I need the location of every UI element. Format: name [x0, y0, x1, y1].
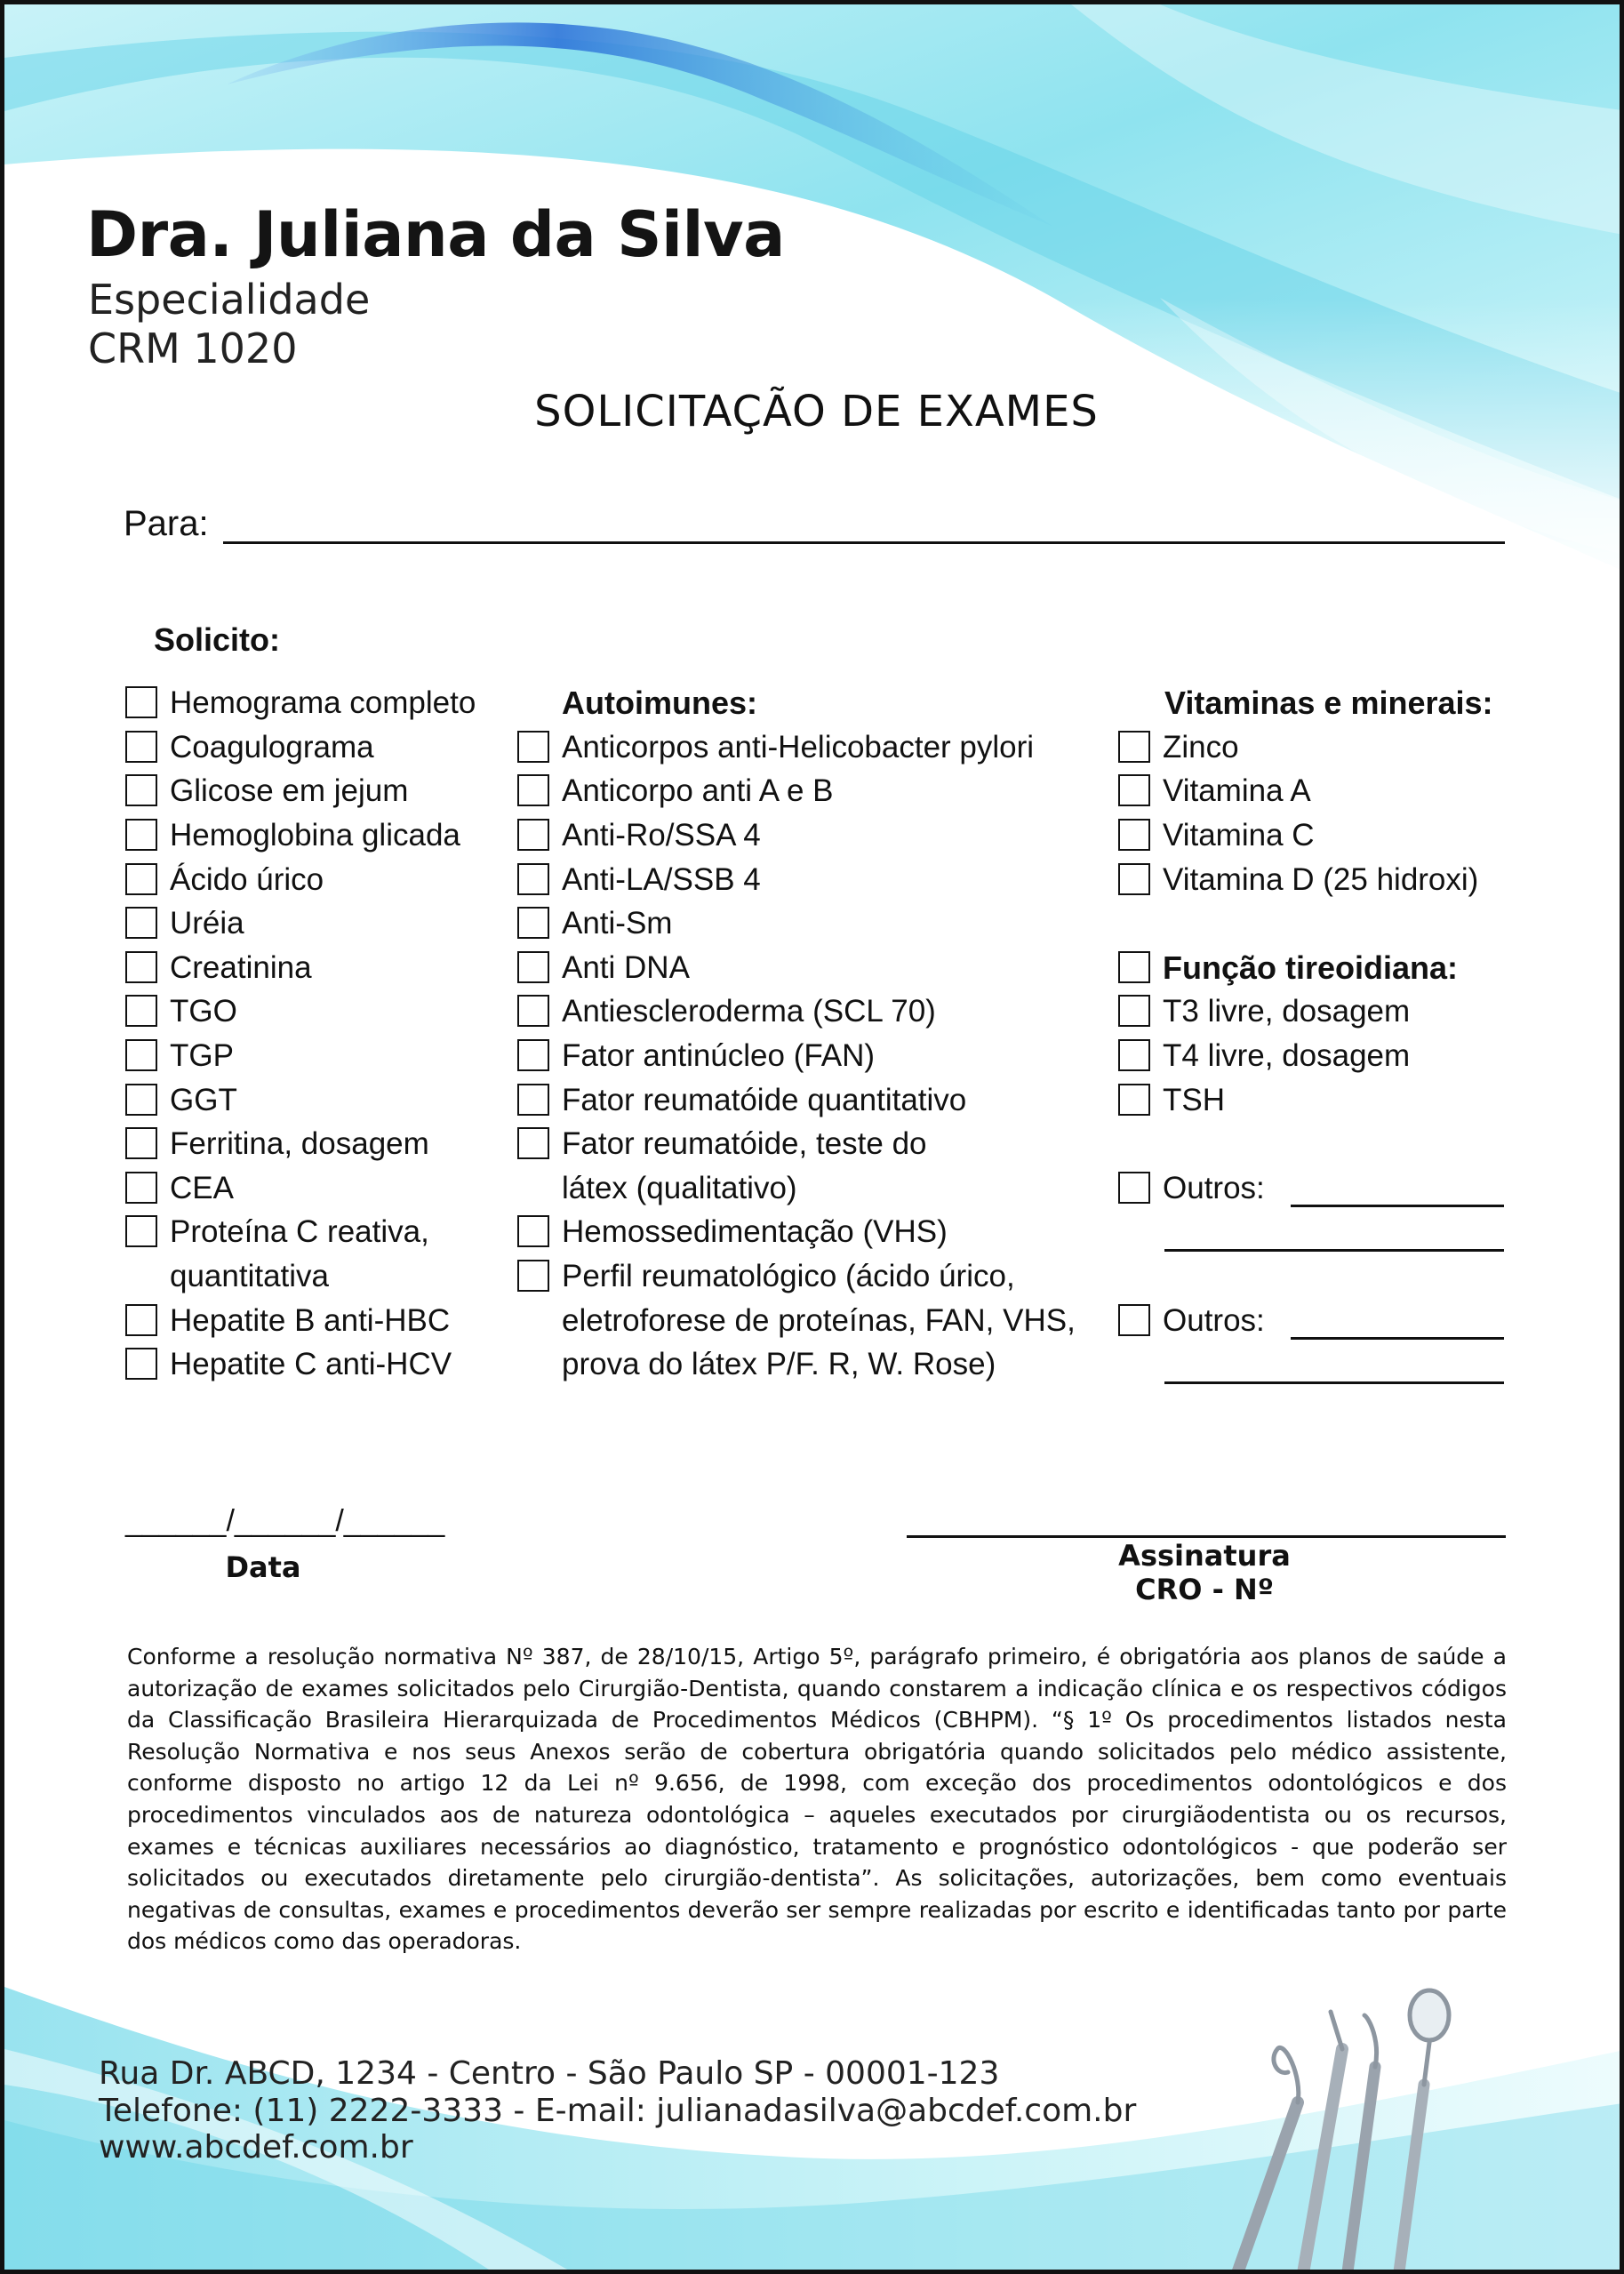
checkbox[interactable] — [125, 1348, 157, 1380]
exam-checkbox-item[interactable] — [125, 681, 476, 725]
checkbox[interactable] — [1118, 819, 1150, 851]
checkbox[interactable] — [125, 819, 157, 851]
exam-label: Vitamina C — [1163, 818, 1315, 853]
exam-label: quantitativa — [170, 1258, 330, 1293]
exam-label: Perfil reumatológico (ácido úrico, — [562, 1259, 1015, 1293]
checkbox[interactable] — [1118, 995, 1150, 1027]
others-checkbox-item[interactable] — [1118, 1166, 1265, 1211]
checkbox[interactable] — [517, 907, 549, 939]
exam-checkbox-item[interactable] — [125, 858, 324, 902]
exam-label: Vitamina A — [1163, 773, 1311, 808]
vitamins-heading: Vitaminas e minerais: — [1164, 685, 1493, 721]
checkbox[interactable] — [125, 686, 157, 718]
legal-disclaimer: Conforme a resolução normativa Nº 387, de 28/10/15, Artigo 5º, parágrafo primeiro, é obrigatória aos planos de saúde a autorização de exames solicitados pelo Cirurgião-Dentista, quando constarem a indicação clínica e os respectivos códigos da Classificação Brasileira Hierarquizada de Procedimentos Médicos (CBHPM). “§ 1º Os procedimentos listados nesta Resolução Normativa e nos seus Anexos serão de cobertura obrigatória quando solicitados pelo médico assistente, conforme disposto no artigo 12 da Lei nº 9.656, de 1998, com exceção dos procedimentos odontológicos e dos procedimentos vinculados aos de natureza odontológica – aqueles executados por cirurgiãodentista ou os recursos, exames e técnicas auxiliares necessários ao diagnóstico, tratamento e prognóstico odontológicos - que poderão ser solicitados ou executados diretamente pelo cirurgião-dentista”. As solicitações, autorizações, bem como eventuais negativas de consultas, exames e procedimentos deverão ser sempre realizadas por escrito e identificadas tanto por parte dos médicos como das operadoras. — [127, 1644, 1507, 1955]
doctor-registration: CRM 1020 — [88, 324, 298, 372]
exam-label: Glicose em jejum — [170, 773, 409, 808]
checkbox[interactable] — [125, 731, 157, 763]
exam-label: látex (qualitativo) — [562, 1170, 797, 1205]
checkbox[interactable] — [1118, 774, 1150, 806]
exam-checkbox-item[interactable] — [517, 1122, 927, 1210]
checkbox[interactable] — [517, 1127, 549, 1159]
thyroid-heading: Função tireoidiana: — [1163, 949, 1459, 986]
checkbox[interactable] — [517, 1260, 549, 1292]
checkbox[interactable] — [517, 995, 549, 1027]
exam-label: Ferritina, dosagem — [170, 1126, 429, 1161]
exam-checkbox-item[interactable] — [125, 725, 374, 770]
checkbox[interactable] — [517, 731, 549, 763]
exam-label: Fator reumatóide quantitativo — [562, 1083, 967, 1117]
exam-checkbox-item[interactable] — [125, 946, 312, 990]
checkbox[interactable] — [125, 1039, 157, 1071]
exam-label: Coagulograma — [170, 730, 374, 765]
exam-label: Anti-Ro/SSA 4 — [562, 818, 761, 853]
recipient-field-line[interactable] — [223, 541, 1505, 544]
others-field-line[interactable] — [1291, 1205, 1504, 1207]
exam-checkbox-item[interactable] — [517, 901, 672, 946]
recipient-label: Para: — [124, 504, 209, 543]
exam-label: Fator reumatóide, teste do — [562, 1126, 927, 1161]
footer-website[interactable]: www.abcdef.com.br — [99, 2129, 413, 2166]
others-label: Outros: — [1163, 1171, 1265, 1205]
checkbox[interactable] — [125, 1127, 157, 1159]
checkbox[interactable] — [125, 1084, 157, 1116]
exam-checkbox-item[interactable] — [517, 1210, 948, 1254]
checkbox[interactable] — [125, 907, 157, 939]
exam-label: Anticorpos anti-Helicobacter pylori — [562, 730, 1035, 765]
exam-label: eletroforese de proteínas, FAN, VHS, — [562, 1302, 1076, 1338]
request-label: Solicito: — [154, 621, 280, 658]
exam-label: Zinco — [1163, 730, 1239, 765]
checkbox[interactable] — [1118, 731, 1150, 763]
exam-label: Vitamina D (25 hidroxi) — [1163, 862, 1479, 897]
exam-checkbox-item[interactable] — [517, 1078, 966, 1123]
exam-label: Anticorpo anti A e B — [562, 773, 834, 808]
checkbox[interactable] — [1118, 1304, 1150, 1336]
checkbox[interactable] — [517, 863, 549, 895]
exam-checkbox-item[interactable] — [125, 769, 408, 813]
others-field-line[interactable] — [1291, 1337, 1504, 1340]
date-label: Data — [225, 1550, 301, 1584]
exam-label: Hepatite B anti-HBC — [170, 1303, 451, 1338]
exam-checkbox-item[interactable] — [1118, 725, 1239, 770]
exam-checkbox-item[interactable] — [125, 1166, 234, 1211]
exam-label: Fator antinúcleo (FAN) — [562, 1038, 876, 1073]
exam-checkbox-item[interactable] — [125, 813, 460, 858]
exam-checkbox-item[interactable] — [125, 1122, 429, 1166]
exam-label: TGO — [170, 994, 237, 1029]
exam-label: Antiescleroderma (SCL 70) — [562, 994, 936, 1029]
exam-label: Anti-Sm — [562, 906, 673, 941]
checkbox[interactable] — [1118, 1039, 1150, 1071]
exam-label: CEA — [170, 1171, 234, 1205]
checkbox[interactable] — [517, 1039, 549, 1071]
exam-label: Uréia — [170, 906, 244, 941]
signature-line[interactable] — [907, 1535, 1506, 1538]
exam-checkbox-item[interactable] — [125, 1210, 429, 1298]
exam-checkbox-item[interactable] — [125, 1299, 450, 1343]
checkbox[interactable] — [125, 951, 157, 983]
exam-checkbox-item[interactable] — [1118, 1078, 1225, 1123]
checkbox[interactable] — [125, 1215, 157, 1247]
exam-checkbox-item[interactable] — [517, 1254, 1076, 1387]
exam-checkbox-item[interactable] — [517, 1034, 875, 1078]
exam-label: GGT — [170, 1083, 237, 1117]
footer-address: Rua Dr. ABCD, 1234 - Centro - São Paulo SP - 00001-123 — [99, 2055, 1000, 2092]
exam-label: Anti-LA/SSB 4 — [562, 862, 761, 897]
exam-checkbox-item[interactable] — [517, 769, 833, 813]
exam-checkbox-item[interactable] — [1118, 1034, 1410, 1078]
exam-checkbox-item[interactable] — [125, 1078, 237, 1123]
exam-checkbox-item[interactable] — [1118, 769, 1311, 813]
exam-label: Hemossedimentação (VHS) — [562, 1214, 948, 1249]
exam-label: T4 livre, dosagem — [1163, 1038, 1411, 1073]
others-label: Outros: — [1163, 1303, 1265, 1338]
checkbox[interactable] — [125, 1172, 157, 1204]
exam-checkbox-item[interactable] — [125, 989, 237, 1034]
exam-label: Anti DNA — [562, 950, 690, 985]
others-field-line[interactable] — [1164, 1381, 1504, 1384]
checkbox[interactable] — [1118, 1084, 1150, 1116]
checkbox[interactable] — [517, 1215, 549, 1247]
checkbox[interactable] — [1118, 863, 1150, 895]
checkbox[interactable] — [1118, 1172, 1150, 1204]
exam-label: Proteína C reativa, — [170, 1214, 429, 1249]
others-field-line[interactable] — [1164, 1249, 1504, 1252]
exam-label: Ácido úrico — [170, 862, 324, 897]
checkbox[interactable] — [125, 774, 157, 806]
exam-label: TGP — [170, 1038, 234, 1073]
date-field[interactable]: ______/______/______ — [125, 1504, 445, 1538]
exam-checkbox-item[interactable] — [1118, 858, 1478, 902]
exam-label: Creatinina — [170, 950, 312, 985]
checkbox[interactable] — [517, 951, 549, 983]
doctor-name: Dra. Juliana da Silva — [86, 198, 785, 271]
exam-checkbox-item[interactable] — [1118, 989, 1410, 1034]
exam-checkbox-item[interactable] — [517, 946, 690, 990]
exam-checkbox-item[interactable] — [125, 901, 244, 946]
checkbox[interactable] — [125, 863, 157, 895]
autoimmune-heading: Autoimunes: — [562, 685, 757, 721]
exam-label: Hepatite C anti-HCV — [170, 1347, 452, 1381]
checkbox[interactable] — [1118, 951, 1150, 983]
doctor-specialty: Especialidade — [88, 276, 371, 324]
checkbox[interactable] — [517, 819, 549, 851]
exam-checkbox-item[interactable] — [125, 1342, 452, 1387]
exam-label: Hemograma completo — [170, 685, 476, 720]
exam-checkbox-item[interactable] — [517, 858, 761, 902]
registration-label: CRO - Nº — [1135, 1573, 1274, 1606]
exam-label: T3 livre, dosagem — [1163, 994, 1411, 1029]
exam-checkbox-item[interactable] — [517, 989, 936, 1034]
exam-checkbox-item[interactable] — [1118, 813, 1315, 858]
exam-checkbox-item[interactable] — [517, 725, 1034, 770]
checkbox[interactable] — [517, 1084, 549, 1116]
thyroid-checkbox-item[interactable] — [1118, 946, 1458, 990]
checkbox[interactable] — [517, 774, 549, 806]
exam-label: TSH — [1163, 1083, 1225, 1117]
exam-checkbox-item[interactable] — [517, 813, 761, 858]
others-checkbox-item[interactable] — [1118, 1299, 1265, 1343]
footer-contact: Telefone: (11) 2222-3333 - E-mail: julianadasilva@abcdef.com.br — [99, 2093, 1137, 2129]
exam-label: prova do látex P/F. R, W. Rose) — [562, 1347, 996, 1382]
form-title: SOLICITAÇÃO DE EXAMES — [534, 387, 1099, 436]
checkbox[interactable] — [125, 1304, 157, 1336]
exam-checkbox-item[interactable] — [125, 1034, 234, 1078]
signature-label: Assinatura — [1118, 1539, 1291, 1573]
checkbox[interactable] — [125, 995, 157, 1027]
exam-label: Hemoglobina glicada — [170, 818, 460, 853]
